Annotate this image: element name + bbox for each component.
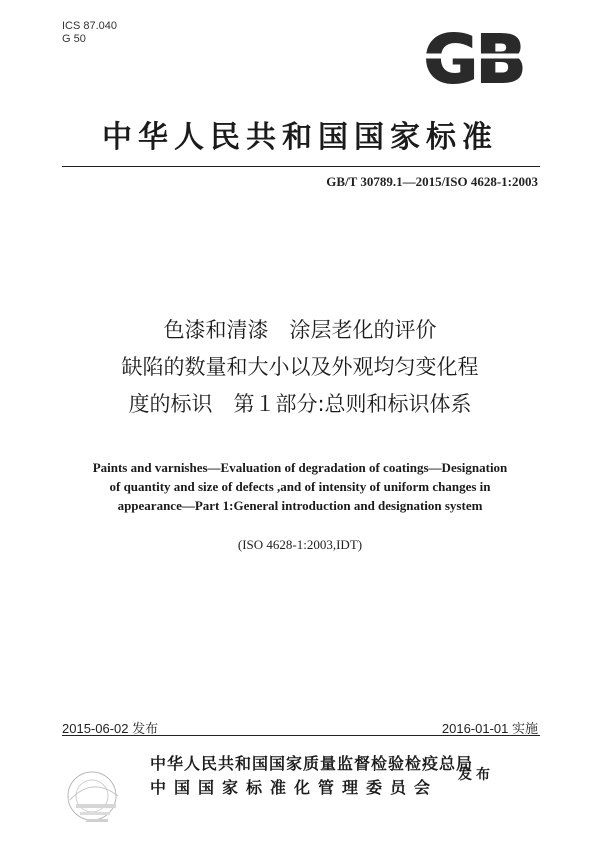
standard-number: GB/T 30789.1—2015/ISO 4628-1:2003 — [326, 174, 538, 189]
chinese-title-line: 色漆和清漆 涂层老化的评价 — [163, 318, 437, 342]
ics-code: ICS 87.040 — [62, 20, 118, 32]
classification-codes — [62, 20, 117, 46]
english-title — [60, 458, 540, 515]
publication-date: 2015-06-02 发布 — [62, 721, 159, 736]
english-title-line: appearance—Part 1:General introduction and designation system — [117, 498, 483, 513]
top-rule — [62, 166, 540, 167]
ccs-code: G 50 — [62, 33, 86, 45]
english-title-line: Paints and varnishes—Evaluation of degradation of coatings—Designation — [92, 460, 508, 475]
chinese-title-line: 度的标识 第１部分:总则和标识体系 — [128, 392, 472, 416]
publish-label: 发布 — [458, 767, 494, 783]
gb-logo — [410, 26, 538, 90]
chinese-title-line: 缺陷的数量和大小以及外观均匀变化程 — [121, 355, 479, 379]
implementation-date: 2016-01-01 实施 — [441, 721, 538, 736]
iso-equivalence: (ISO 4628-1:2003,IDT) — [237, 537, 363, 552]
chinese-title — [0, 312, 600, 423]
issuer-aqsiq: 中华人民共和国国家质量监督检验检疫总局 — [150, 754, 474, 773]
anti-counterfeit-stamp — [62, 766, 134, 828]
bottom-rule — [62, 735, 540, 736]
gb-logo-text: GB — [423, 26, 525, 90]
national-standard-heading: 中华人民共和国国家标准 — [102, 120, 498, 155]
english-title-line: of quantity and size of defects ,and of intensity of uniform changes in — [109, 479, 491, 494]
issuer-sac: 中国国家标准化管理委员会 — [150, 778, 439, 797]
